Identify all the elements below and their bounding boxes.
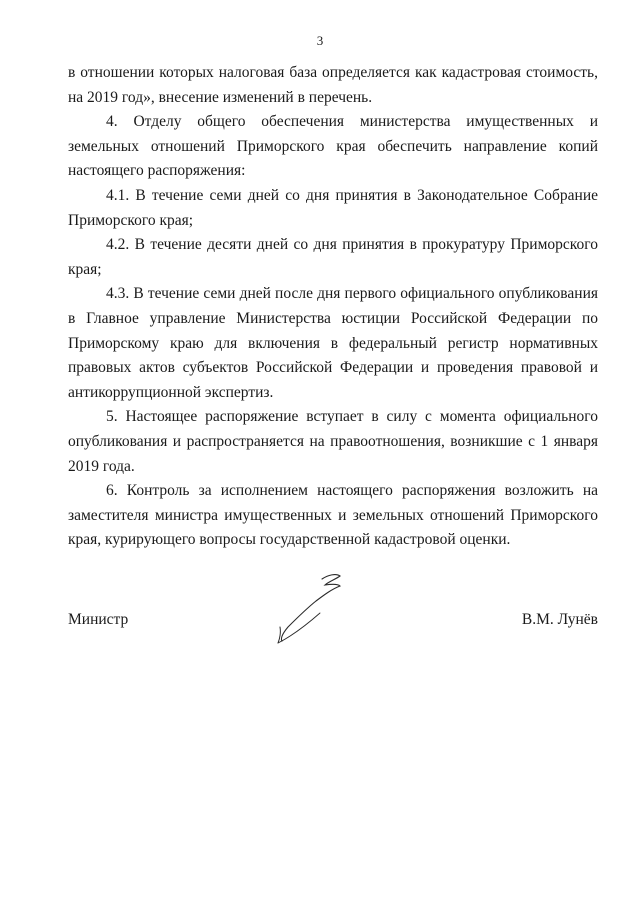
paragraph-item-5: 5. Настоящее распоряжение вступает в силу с момента официального опубликования и распространяется на правоотношения, возникшие с 1 января 2019 года.: [68, 408, 598, 475]
page-number: 3: [316, 33, 324, 48]
signer-name: В.М. Лунёв: [521, 611, 598, 628]
paragraph-item-4: 4. Отделу общего обеспечения министерства имущественных и земельных отношений Приморского края обеспечить направление копий настоящего распоряжения:: [68, 113, 598, 180]
handwritten-signature: [270, 567, 365, 647]
paragraph-item-4-1: 4.1. В течение семи дней со дня принятия в Законодательное Собрание Приморского края;: [68, 186, 598, 229]
paragraph-item-4-2: 4.2. В течение десяти дней со дня принятия в прокуратуру Приморского края;: [68, 236, 598, 278]
signer-title: Министр: [68, 611, 129, 628]
paragraph-intro: в отношении которых налоговая база определяется как кадастровая стоимость, на 2019 год», внесение изменений в перечень.: [68, 64, 598, 106]
document-body: [68, 61, 598, 553]
paragraph-item-4-3: 4.3. В течение семи дней после дня первого официального опубликования в Главное управление Министерства юстиции Российской Федерации по Приморскому краю для включения в федеральный регистр нормативных правовых актов субъектов Российской Федерации и проведения правовой и антикоррупционной экспертиз.: [68, 285, 598, 401]
paragraph-item-6: 6. Контроль за исполнением настоящего распоряжения возложить на заместителя министра имущественных и земельных отношений Приморского края, курирующего вопросы государственной кадастровой оценки.: [68, 482, 598, 549]
